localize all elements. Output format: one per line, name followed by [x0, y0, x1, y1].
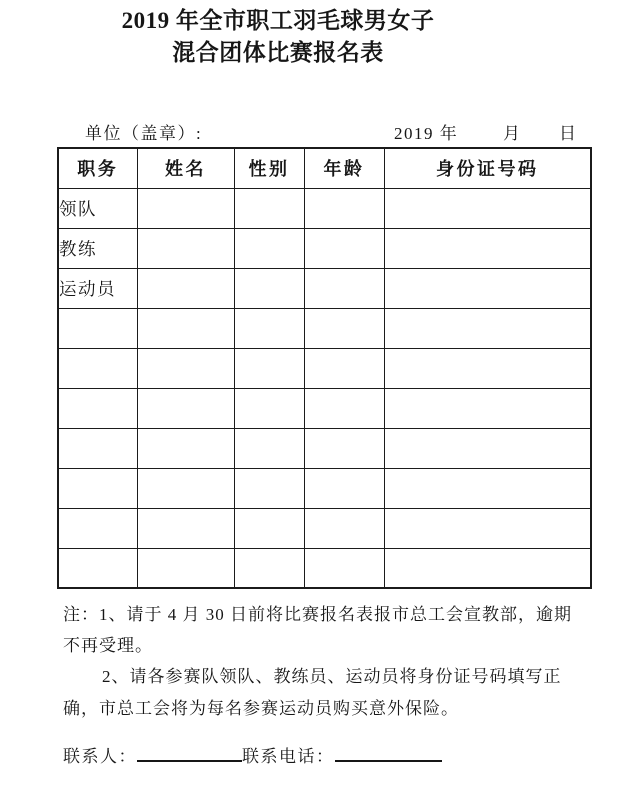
gender-cell[interactable] — [234, 508, 304, 548]
role-cell-leader: 领队 — [58, 188, 137, 228]
contact-phone-label: 联系电话： — [242, 747, 335, 766]
contact-person-label: 联系人： — [63, 747, 137, 766]
role-cell[interactable] — [58, 348, 137, 388]
table-row — [58, 508, 591, 548]
role-cell[interactable] — [58, 308, 137, 348]
contact-person-blank[interactable] — [137, 743, 242, 762]
age-cell[interactable] — [304, 388, 384, 428]
roster-table — [57, 147, 592, 589]
name-cell[interactable] — [137, 348, 234, 388]
header-cell-age: 年龄 — [304, 148, 384, 188]
table-row — [58, 388, 591, 428]
table-row — [58, 548, 591, 588]
id-number-cell[interactable] — [384, 388, 591, 428]
unit-seal-label: 单位（盖章）: — [85, 124, 203, 143]
id-number-cell[interactable] — [384, 548, 591, 588]
id-number-cell[interactable] — [384, 268, 591, 308]
table-row — [58, 468, 591, 508]
gender-cell[interactable] — [234, 468, 304, 508]
name-cell[interactable] — [137, 428, 234, 468]
age-cell[interactable] — [304, 188, 384, 228]
header-cell-name: 姓名 — [137, 148, 234, 188]
note-line-3: 2、请各参赛队领队、教练员、运动员将身份证号码填写正 — [102, 667, 562, 686]
header-cell-gender: 性别 — [234, 148, 304, 188]
name-cell[interactable] — [137, 508, 234, 548]
gender-cell[interactable] — [234, 228, 304, 268]
gender-cell[interactable] — [234, 308, 304, 348]
date-day-label: 日 — [559, 124, 578, 143]
table-row — [58, 228, 591, 268]
form-title-line-1: 2019 年全市职工羽毛球男女子 — [121, 8, 435, 33]
form-title-line-2: 混合团体比赛报名表 — [172, 39, 384, 65]
table-row — [58, 308, 591, 348]
id-number-cell[interactable] — [384, 428, 591, 468]
age-cell[interactable] — [304, 468, 384, 508]
role-cell-athlete: 运动员 — [58, 268, 137, 308]
id-number-cell[interactable] — [384, 348, 591, 388]
form-title — [0, 5, 556, 68]
id-number-cell[interactable] — [384, 468, 591, 508]
note-line-4: 确，市总工会将为每名参赛运动员购买意外保险。 — [63, 699, 459, 718]
name-cell[interactable] — [137, 548, 234, 588]
header-cell-role: 职务 — [58, 148, 137, 188]
age-cell[interactable] — [304, 508, 384, 548]
header-cell-id-number: 身份证号码 — [384, 148, 591, 188]
role-cell[interactable] — [58, 468, 137, 508]
name-cell[interactable] — [137, 228, 234, 268]
gender-cell[interactable] — [234, 188, 304, 228]
note-line-1: 注：1、请于 4 月 30 日前将比赛报名表报市总工会宣教部，逾期 — [63, 605, 572, 624]
gender-cell[interactable] — [234, 428, 304, 468]
roster-header-row — [58, 148, 591, 188]
date-year-label: 2019 年 — [394, 124, 459, 143]
gender-cell[interactable] — [234, 348, 304, 388]
name-cell[interactable] — [137, 188, 234, 228]
id-number-cell[interactable] — [384, 508, 591, 548]
role-cell[interactable] — [58, 388, 137, 428]
date-month-label: 月 — [503, 124, 522, 143]
id-number-cell[interactable] — [384, 308, 591, 348]
table-row — [58, 348, 591, 388]
table-row — [58, 428, 591, 468]
age-cell[interactable] — [304, 228, 384, 268]
contact-phone-blank[interactable] — [335, 743, 442, 762]
note-line-2: 不再受理。 — [63, 636, 153, 655]
gender-cell[interactable] — [234, 268, 304, 308]
name-cell[interactable] — [137, 268, 234, 308]
age-cell[interactable] — [304, 548, 384, 588]
role-cell[interactable] — [58, 508, 137, 548]
role-cell[interactable] — [58, 428, 137, 468]
name-cell[interactable] — [137, 388, 234, 428]
name-cell[interactable] — [137, 308, 234, 348]
table-row — [58, 268, 591, 308]
id-number-cell[interactable] — [384, 188, 591, 228]
table-row — [58, 188, 591, 228]
age-cell[interactable] — [304, 348, 384, 388]
name-cell[interactable] — [137, 468, 234, 508]
role-cell[interactable] — [58, 548, 137, 588]
age-cell[interactable] — [304, 428, 384, 468]
age-cell[interactable] — [304, 308, 384, 348]
id-number-cell[interactable] — [384, 228, 591, 268]
contact-line — [63, 742, 442, 767]
gender-cell[interactable] — [234, 388, 304, 428]
role-cell-coach: 教练 — [58, 228, 137, 268]
gender-cell[interactable] — [234, 548, 304, 588]
age-cell[interactable] — [304, 268, 384, 308]
